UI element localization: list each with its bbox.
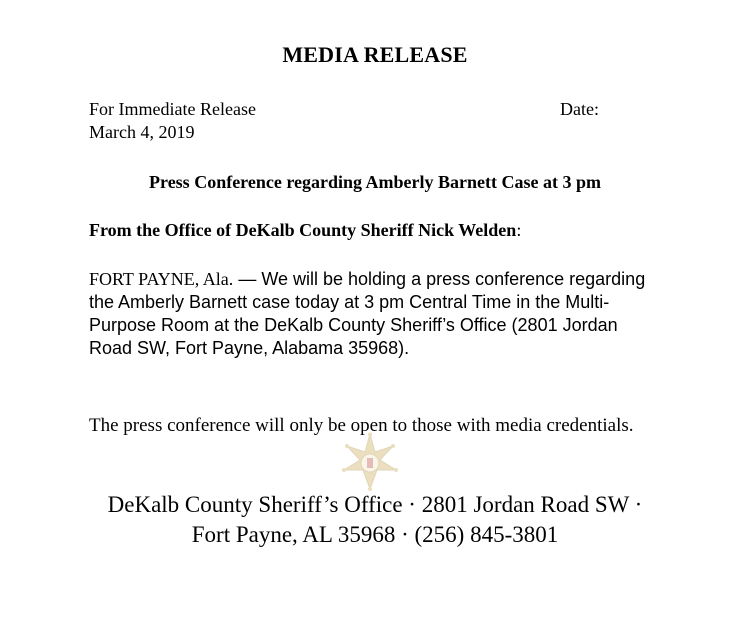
credentials-note: The press conference will only be open to those with media credentials. [89,415,634,436]
footer-line-2: Fort Payne, AL 35968 · (256) 845-3801 [191,522,559,547]
star-tip [391,444,395,448]
document-title: MEDIA RELEASE [282,42,468,67]
headline: Press Conference regarding Amberly Barnett Case at 3 pm [149,172,601,192]
star-tip [394,468,398,472]
footer-line-1: DeKalb County Sheriff’s Office · 2801 Jordan Road SW · [107,492,643,517]
date-label: Date: [560,99,599,119]
release-date: March 4, 2019 [89,122,195,142]
sheriff-star-seal-icon [340,432,400,492]
body-paragraph [89,268,659,360]
footer-address [0,490,750,550]
from-line [89,220,521,241]
star-tip [345,444,349,448]
from-line-punct: : [516,220,522,240]
from-line-text: From the Office of DeKalb County Sheriff Nick Welden [89,220,517,240]
body-text: — We will be holding a press conference regarding the Amberly Barnett case today at 3 pm Central Time in the Multi-Purpose Room at the DeKalb County Sheriff’s Office (2801 Jordan Road SW, Fort Payne, Alabama 35968). [89,269,646,358]
release-label: For Immediate Release [89,99,256,119]
seal-graphic [340,432,400,492]
seal-emblem [367,458,373,468]
star-tip [368,433,372,437]
star-tip [342,468,346,472]
dateline: FORT PAYNE, Ala. [89,269,234,289]
